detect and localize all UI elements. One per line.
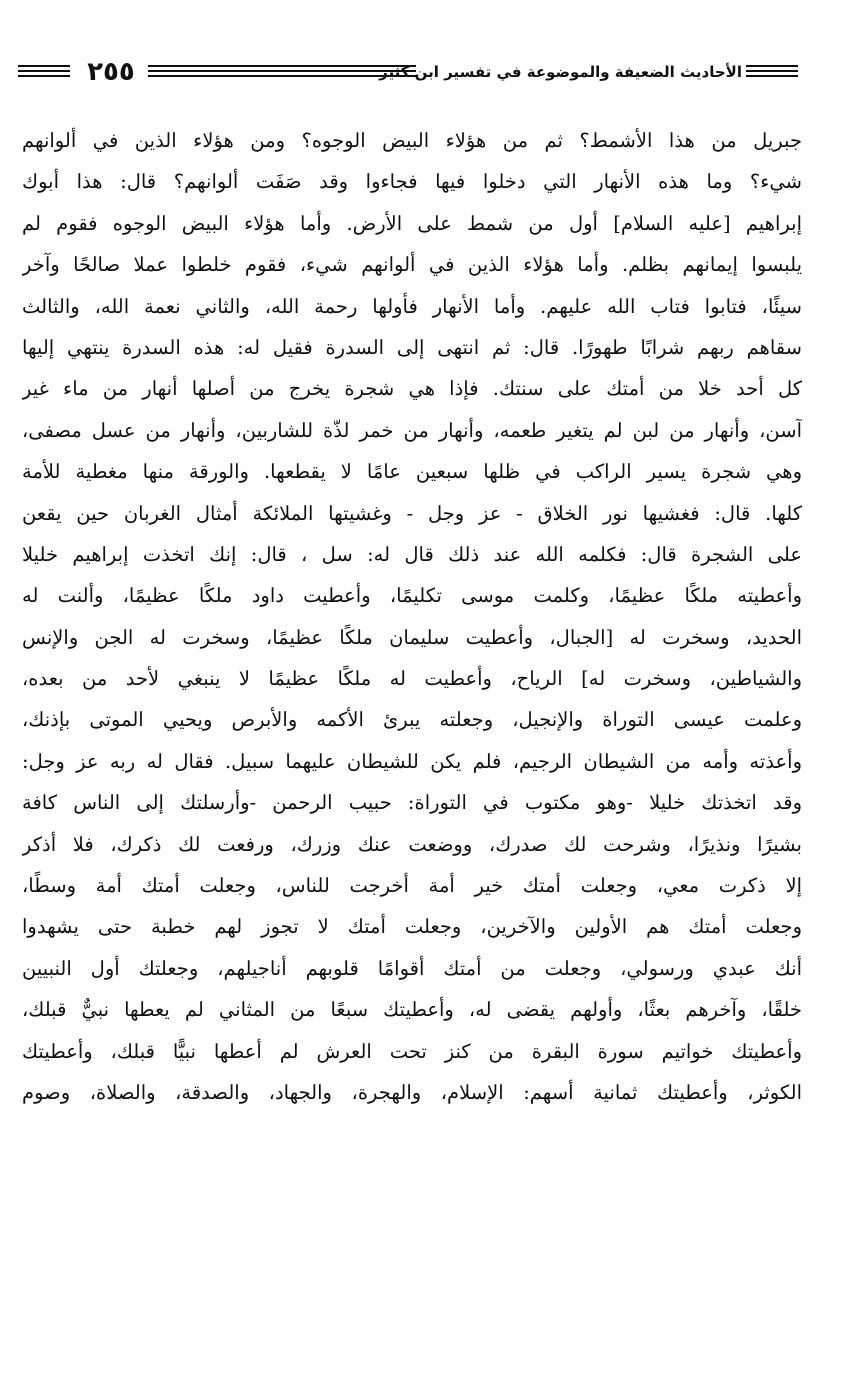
running-title: الأحاديث الضعيفة والموضوعة في تفسير ابن كثير xyxy=(379,63,742,81)
text-line: سيئًا، فتابوا فتاب الله عليهم. وأما الأنهار فأولها رحمة الله، والثاني نعمة الله، والثالث xyxy=(22,294,802,318)
header-rule-right xyxy=(746,65,798,80)
text-line: إلا ذكرت معي، وجعلت أمتك خير أمة أخرجت للناس، وجعلت أمتك أمة وسطًا، xyxy=(22,874,802,898)
text-line: سقاهم ربهم شرابًا طهورًا. قال: ثم انتهى إلى السدرة فقيل له: هذه السدرة ينتهي إليها xyxy=(22,335,802,359)
text-line: وقد اتخذتك خليلا -وهو مكتوب في التوراة: حبيب الرحمن -وأرسلتك إلى الناس كافة xyxy=(22,791,802,815)
text-line: يلبسوا إيمانهم بظلم. وأما هؤلاء الذين في ألوانهم شيء، فقوم خلطوا عملا صالحًا وآخر xyxy=(22,253,802,277)
header-rule-middle xyxy=(148,65,416,80)
text-line: بشيرًا ونذيرًا، وشرحت لك صدرك، ووضعت عنك وزرك، ورفعت لك ذكرك، فلا أذكر xyxy=(22,832,802,856)
text-line: خلقًا، وآخرهم بعثًا، وأولهم يقضى له، وأعطيتك سبعًا من المثاني لم يعطها نبيٌّ قبلك، xyxy=(22,998,802,1022)
text-line: شيء؟ وما هذه الأنهار التي دخلوا فيها فجاءوا وقد صَفَت ألوانهم؟ قال: هذا أبوك xyxy=(22,170,802,194)
text-line: وأعطيتك خواتيم سورة البقرة من كنز تحت العرش لم أعطها نبيًّا قبلك، وأعطيتك xyxy=(22,1039,802,1063)
text-line: آسن، وأنهار من لبن لم يتغير طعمه، وأنهار من خمر لذّة للشاربين، وأنهار من عسل مصفى، xyxy=(22,418,802,442)
text-line: كل أحد خلا من أمتك على سنتك. فإذا هي شجرة يخرج من أصلها أنهار من ماء غير xyxy=(22,377,802,401)
text-line: وجعلت أمتك هم الأولين والآخرين، وجعلت أمتك لا تجوز لهم خطبة حتى يشهدوا xyxy=(22,915,802,939)
text-line: على الشجرة قال: فكلمه الله عند ذلك قال له: سل ، قال: إنك اتخذت إبراهيم خليلا xyxy=(22,542,802,566)
text-line: والشياطين، وسخرت له] الرياح، وأعطيت له ملكًا عظيمًا لا ينبغي لأحد من بعده، xyxy=(22,667,802,691)
page-header xyxy=(18,56,798,92)
text-line: وأعطيته ملكًا عظيمًا، وكلمت موسى تكليمًا، وأعطيت داود ملكًا عظيمًا، وألنت له xyxy=(22,584,802,608)
body-text xyxy=(22,120,802,1113)
text-line: إبراهيم [عليه السلام] أول من شمط على الأرض. وأما هؤلاء البيض الوجوه فقوم لم xyxy=(22,211,802,235)
text-line: الكوثر، وأعطيتك ثمانية أسهم: الإسلام، والهجرة، والجهاد، والصدقة، والصلاة، وصوم xyxy=(22,1080,802,1104)
header-rule-left xyxy=(18,65,70,80)
page-number: ٢٥٥ xyxy=(87,57,135,87)
text-line: أنك عبدي ورسولي، وجعلت من أمتك أقوامًا قلوبهم أناجيلهم، وجعلتك أول النبيين xyxy=(22,956,802,980)
text-line: جبريل من هذا الأشمط؟ ثم من هؤلاء البيض الوجوه؟ ومن هؤلاء الذين في ألوانهم xyxy=(22,129,802,152)
text-line: الحديد، وسخرت له [الجبال، وأعطيت سليمان ملكًا عظيمًا، وسخرت له الجن والإنس xyxy=(22,625,802,649)
text-line: وعلمت عيسى التوراة والإنجيل، وجعلته يبرئ الأكمه والأبرص ويحيي الموتى بإذنك، xyxy=(22,708,802,732)
text-line: وأعذته وأمه من الشيطان الرجيم، فلم يكن للشيطان عليهما سبيل. فقال له ربه عز وجل: xyxy=(22,749,802,773)
text-line: كلها. قال: فغشيها نور الخلاق - عز وجل - وغشيتها الملائكة أمثال الغربان حين يقعن xyxy=(22,501,802,525)
text-line: وهي شجرة يسير الراكب في ظلها سبعين عامًا لا يقطعها. والورقة منها مغطية للأمة xyxy=(22,460,802,484)
